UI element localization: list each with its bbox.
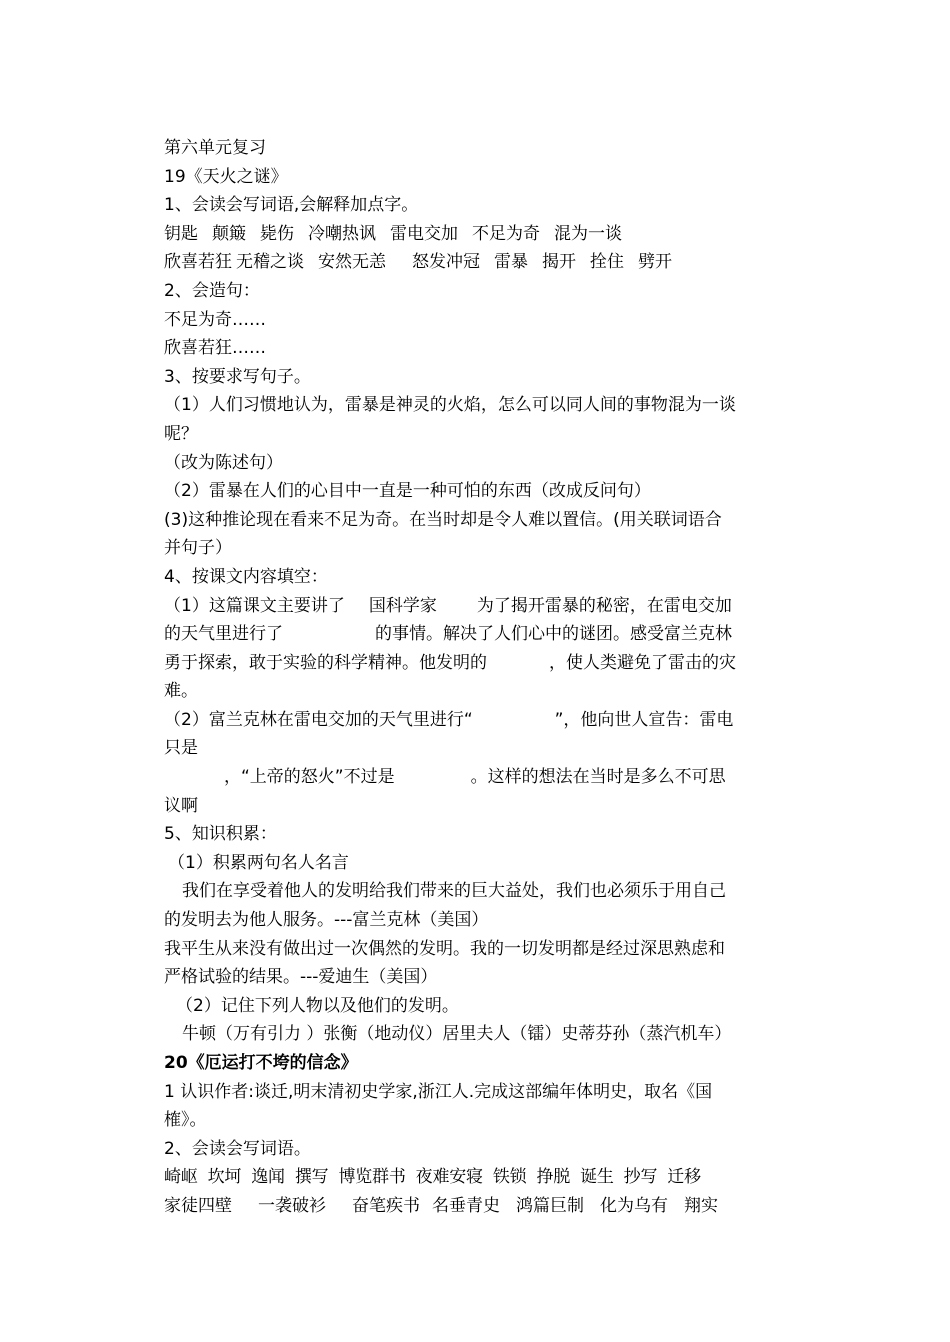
q4-item1-line4: 难。 xyxy=(164,681,198,702)
quote-edison-line2: 严格试验的结果。---爱迪生（美国） xyxy=(164,967,438,988)
q4-item2-line3 xyxy=(164,763,790,792)
q4-text: （1）这篇课文主要讲了 xyxy=(164,595,345,616)
lesson19-words-row1 xyxy=(164,220,790,249)
word: 一袭破衫 xyxy=(258,1195,326,1216)
q3-item1-line1: （1）人们习惯地认为，雷暴是神灵的火焰，怎么可以同人间的事物混为一谈 xyxy=(164,395,736,416)
word: 拴住 xyxy=(590,252,624,273)
q4-item1-line3 xyxy=(164,649,790,678)
word: 化为乌有 xyxy=(600,1195,668,1216)
q4-text: 勇于探索，敢于实验的科学精神。他发明的 xyxy=(164,652,487,673)
word: 欣喜若狂 xyxy=(164,252,232,273)
q4-item2-line1 xyxy=(164,706,790,735)
word: 家徒四壁 xyxy=(164,1195,232,1216)
word: 安然无恙 xyxy=(318,252,386,273)
q4-text: 为了揭开雷暴的秘密，在雷电交加 xyxy=(476,595,732,616)
lesson19-title: 19《天火之谜》 xyxy=(164,166,288,187)
q4-text: ”，他向世人宣告：雷电 xyxy=(554,709,734,730)
sentence-prompt-2: 欣喜若狂…… xyxy=(164,338,266,359)
q4-item1-line2 xyxy=(164,620,790,649)
q4-item2-line4: 议啊 xyxy=(164,795,198,816)
word: 不足为奇 xyxy=(472,223,540,244)
q4-text: ，使人类避免了雷击的灾 xyxy=(549,652,736,673)
word: 无稽之谈 xyxy=(236,252,304,273)
word: 挣脱 xyxy=(536,1167,571,1188)
word: 逸闻 xyxy=(251,1167,285,1188)
q4-text: 。这样的想法在当时是多么不可思 xyxy=(470,767,726,788)
lesson19-q2: 2、会造句： xyxy=(164,280,260,301)
q4-item2-line2: 只是 xyxy=(164,738,198,759)
lesson19-q5: 5、知识积累： xyxy=(164,824,277,845)
word: 崎岖 xyxy=(164,1167,198,1188)
q5-item2: （2）记住下列人物以及他们的发明。 xyxy=(176,995,459,1016)
lesson20-q1-line2: 榷》。 xyxy=(164,1110,207,1131)
word: 坎坷 xyxy=(207,1167,242,1188)
quote-franklin-line2: 的发明去为他人服务。---富兰克林（美国） xyxy=(164,910,489,931)
word: 诞生 xyxy=(580,1167,614,1188)
lesson19-q1: 1、会读会写词语,会解释加点字。 xyxy=(164,195,419,216)
lesson20-q2: 2、会读会写词语。 xyxy=(164,1138,311,1159)
unit-title: 第六单元复习 xyxy=(164,138,266,158)
word: 鸿篇巨制 xyxy=(516,1195,584,1216)
lesson19-q4: 4、按课文内容填空： xyxy=(164,566,328,587)
q4-text: ，“上帝的怒火”不过是 xyxy=(224,767,395,788)
word: 铁锁 xyxy=(492,1167,527,1188)
word: 迁移 xyxy=(667,1167,701,1188)
word: 撰写 xyxy=(294,1167,329,1188)
word: 抄写 xyxy=(623,1167,658,1188)
document-page xyxy=(164,134,790,1221)
q4-text: 国科学家 xyxy=(368,595,437,616)
inventors-list: 牛顿（万有引力 ）张衡（地动仪）居里夫人（镭）史蒂芬孙（蒸汽机车） xyxy=(182,1024,732,1045)
q3-item3-line2: 并句子） xyxy=(164,538,232,559)
word: 混为一谈 xyxy=(554,223,622,244)
word: 名垂青史 xyxy=(432,1195,500,1216)
lesson19-words-row2 xyxy=(164,248,790,277)
lesson20-words-row2 xyxy=(164,1192,790,1221)
lesson20-q1-line1: 1 认识作者:谈迁,明末清初史学家,浙江人.完成这部编年体明史，取名《国 xyxy=(164,1081,713,1102)
q3-item3-line1: (3)这种推论现在看来不足为奇。在当时却是令人难以置信。(用关联词语合 xyxy=(164,509,722,530)
lesson20-title: 20《厄运打不垮的信念》 xyxy=(164,1053,358,1073)
word: 毙伤 xyxy=(260,223,294,244)
word: 劈开 xyxy=(638,252,672,273)
word: 冷嘲热讽 xyxy=(308,223,376,244)
word: 夜难安寝 xyxy=(415,1167,483,1188)
q3-item2: （2）雷暴在人们的心目中一直是一种可怕的东西（改成反问句） xyxy=(164,481,651,502)
word: 揭开 xyxy=(542,252,576,273)
word: 颠簸 xyxy=(212,223,246,244)
lesson20-words-row1 xyxy=(164,1163,790,1192)
word: 雷电交加 xyxy=(390,223,458,244)
lesson19-q3: 3、按要求写句子。 xyxy=(164,366,311,387)
q3-item1-line2: 呢？ xyxy=(164,423,198,444)
word: 怒发冲冠 xyxy=(412,252,480,273)
q4-text: 的事情。解决了人们心中的谜团。感受富兰克林 xyxy=(375,624,732,645)
word: 奋笔疾书 xyxy=(352,1195,420,1216)
quote-franklin-line1: 我们在享受着他人的发明给我们带来的巨大益处，我们也必须乐于用自己 xyxy=(182,881,726,902)
q4-text: （2）富兰克林在雷电交加的天气里进行“ xyxy=(164,709,473,730)
word: 钥匙 xyxy=(164,223,198,244)
quote-edison-line1: 我平生从来没有做出过一次偶然的发明。我的一切发明都是经过深思熟虑和 xyxy=(164,938,725,959)
word: 博览群书 xyxy=(338,1167,406,1188)
q4-item1-line1 xyxy=(164,592,790,621)
sentence-prompt-1: 不足为奇…… xyxy=(164,309,266,330)
word: 翔实 xyxy=(684,1195,718,1216)
q3-item1-note: （改为陈述句） xyxy=(164,452,283,473)
q4-text: 的天气里进行了 xyxy=(164,624,283,645)
word: 雷暴 xyxy=(494,252,528,273)
q5-item1: （1）积累两句名人名言 xyxy=(168,852,349,873)
